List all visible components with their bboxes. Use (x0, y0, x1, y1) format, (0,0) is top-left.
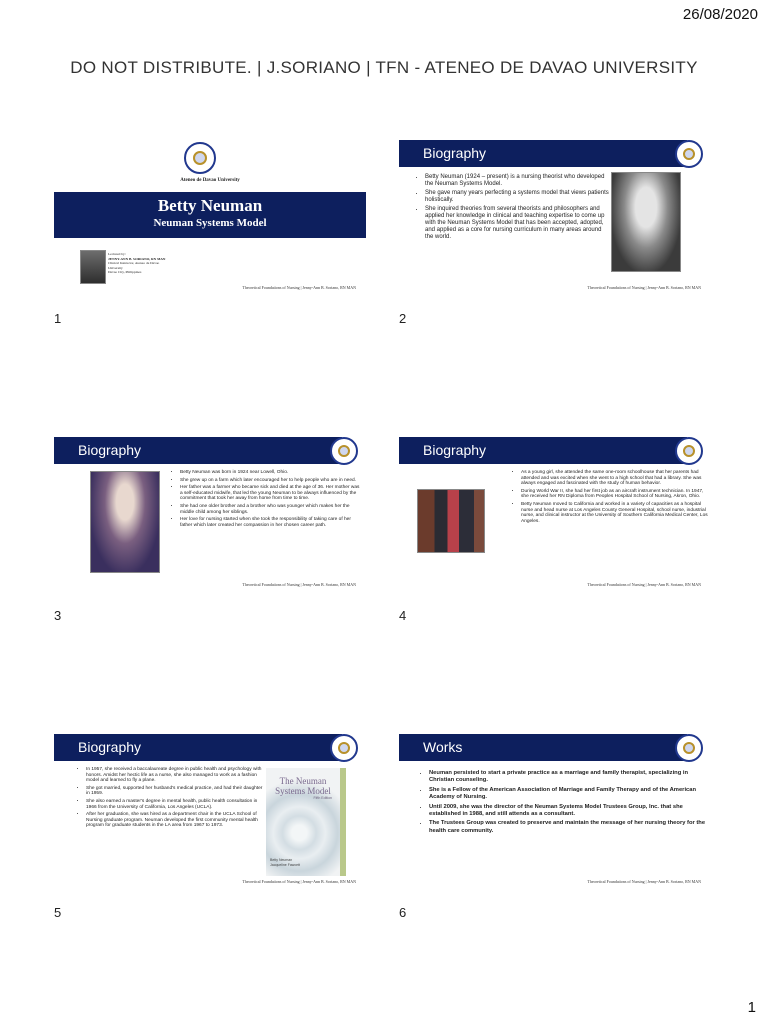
slide-number: 6 (399, 905, 407, 920)
list-item: • As a young girl, she attended the same one-room schoolhouse that her parents had attended and was excited when she went to a high school that had a library. She was always engaged and fascinated with the study of human behavior. (521, 470, 709, 487)
book-cover (266, 768, 346, 876)
university-seal-icon (675, 140, 703, 168)
lecturer-photo (80, 250, 106, 284)
list-item: • She got married, supported her husband's medical practice, and had their daughter in 1959. (86, 786, 266, 797)
list-item: • Betty Neuman was born in 1924 near Lowell, Ohio. (180, 470, 362, 476)
slide-1 (54, 140, 366, 302)
list-item: • Her love for nursing started when she took the responsibility of taking care of her father which later created her compassion in her chosen career path. (180, 517, 362, 528)
list-item: • Until 2009, she was the director of the Neuman Systems Model Trustees Group, Inc. that she established in 1988, and still attends as a consultant. (429, 804, 707, 819)
slide-number: 3 (54, 608, 62, 623)
university-seal-icon (330, 437, 358, 465)
slide-footer: Theoretical Foundations of Nursing | Jenny-Ann B. Soriano, RN MAN (242, 582, 356, 587)
slide-footer: Theoretical Foundations of Nursing | Jenny-Ann B. Soriano, RN MAN (587, 285, 701, 290)
bullet-list (417, 174, 609, 243)
slide-6 (399, 734, 711, 896)
slide-number: 2 (399, 311, 407, 326)
bullet-list (513, 470, 709, 526)
book-author: Betty Neuman (270, 858, 293, 862)
portrait-photo (611, 172, 681, 272)
document-header: DO NOT DISTRIBUTE. | J.SORIANO | TFN - ATENEO DE DAVAO UNIVERSITY (70, 58, 698, 77)
list-item: • She inquired theories from several theorists and philosophers and applied her knowledge in clinical and teaching expertise to come up with the Neuman Systems Model that has been accepted, adopted, and applied as a core for nursing curriculum in many areas around the world. (425, 206, 609, 241)
list-item: • She gave many years perfecting a systems model that views patients holistically. (425, 190, 609, 204)
slide-3 (54, 437, 366, 599)
slide-footer: Theoretical Foundations of Nursing | Jenny-Ann B. Soriano, RN MAN (587, 879, 701, 884)
slide-number: 5 (54, 905, 62, 920)
bullet-list (78, 767, 266, 831)
slide-2 (399, 140, 711, 302)
slide-heading: Biography (399, 140, 687, 167)
title-banner (54, 192, 366, 238)
list-item: • She grew up on a farm which later encouraged her to help people who are in need. (180, 478, 362, 484)
slide-footer: Theoretical Foundations of Nursing | Jenny-Ann B. Soriano, RN MAN (587, 582, 701, 587)
university-seal-icon (184, 142, 216, 174)
slide-number: 4 (399, 608, 407, 623)
print-date: 26/08/2020 (682, 6, 758, 23)
group-photo (417, 489, 485, 553)
slide-heading: Works (399, 734, 687, 761)
slide-4 (399, 437, 711, 599)
university-seal-icon (675, 437, 703, 465)
bullet-list (172, 470, 362, 530)
book-title: The Neuman Systems Model (275, 776, 331, 796)
slide-title: Betty Neuman (157, 196, 263, 215)
slide-heading: Biography (54, 437, 342, 464)
list-item: • After her graduation, she was hired as a department chair in the UCLA School of Nursing graduate program. Neuman developed the first community mental health program for graduate students in the LA area from 1967 to 1973. (86, 812, 266, 829)
list-item: • Betty Neuman (1924 – present) is a nursing theorist who developed the Neuman Systems Model. (425, 174, 609, 188)
lecturer-info: Lectured by: JENNY-ANN B. SORIANO, RN MAN Clinical Instructor, Ateneo de Davao University Davao City, Philippines (108, 252, 166, 275)
slide-heading: Biography (54, 734, 342, 761)
slide-subtitle: Neuman Systems Model (153, 217, 267, 229)
list-item: • The Trustees Group was created to preserve and maintain the message of her nursing theory for the health care community. (429, 820, 707, 835)
list-item: • She also earned a master's degree in mental health, public health consultation in 1966 from the University of California, Los Angeles (UCLA). (86, 799, 266, 810)
slide-5 (54, 734, 366, 896)
book-edition: Fifth Edition (313, 796, 332, 800)
slide-footer: Theoretical Foundations of Nursing | Jenny-Ann B. Soriano, RN MAN (242, 879, 356, 884)
list-item: • Neuman persisted to start a private practice as a marriage and family therapist, specializing in Christian counseling. (429, 770, 707, 785)
page-number: 1 (747, 999, 756, 1016)
list-item: • In 1957, she received a baccalaureate degree in public health and psychology with honors. Amidst her hectic life as a nurse, she also managed to work as a fashion model and learned to fly a plane. (86, 767, 266, 784)
list-item: • She is a Fellow of the American Association of Marriage and Family Therapy and of the American Academy of Nursing. (429, 787, 707, 802)
list-item: • Her father was a farmer who became sick and died at the age of 36. Her mother was a self-educated midwife, that led the young Neuman to be always influenced by the commitment that took her away from home from time to time. (180, 485, 362, 502)
university-name: Ateneo de Davao University (180, 178, 240, 183)
slide-number: 1 (54, 311, 62, 326)
book-author: Jacqueline Fawcett (270, 863, 300, 867)
bullet-list (421, 770, 707, 837)
slide-footer: Theoretical Foundations of Nursing | Jenny-Ann B. Soriano, RN MAN (242, 285, 356, 290)
list-item: • Betty Neuman moved to California and worked in a variety of capacities as a hospital nurse and head nurse at Los Angeles County General Hospital, school nurse, industrial nurse, and clinical instructor at the University of Southern California Medical Center, Los Angeles. (521, 502, 709, 524)
slide-heading: Biography (399, 437, 687, 464)
list-item: • During World War II, she had her first job as an aircraft instrument technician. In 1947, she received her RN Diploma from Peoples Hospital School of Nursing, Akron, Ohio. (521, 489, 709, 500)
university-seal-icon (330, 734, 358, 762)
portrait-photo (90, 471, 160, 573)
university-seal-icon (675, 734, 703, 762)
list-item: • She had one older brother and a brother who was younger which makes her the middle child among her siblings. (180, 504, 362, 515)
